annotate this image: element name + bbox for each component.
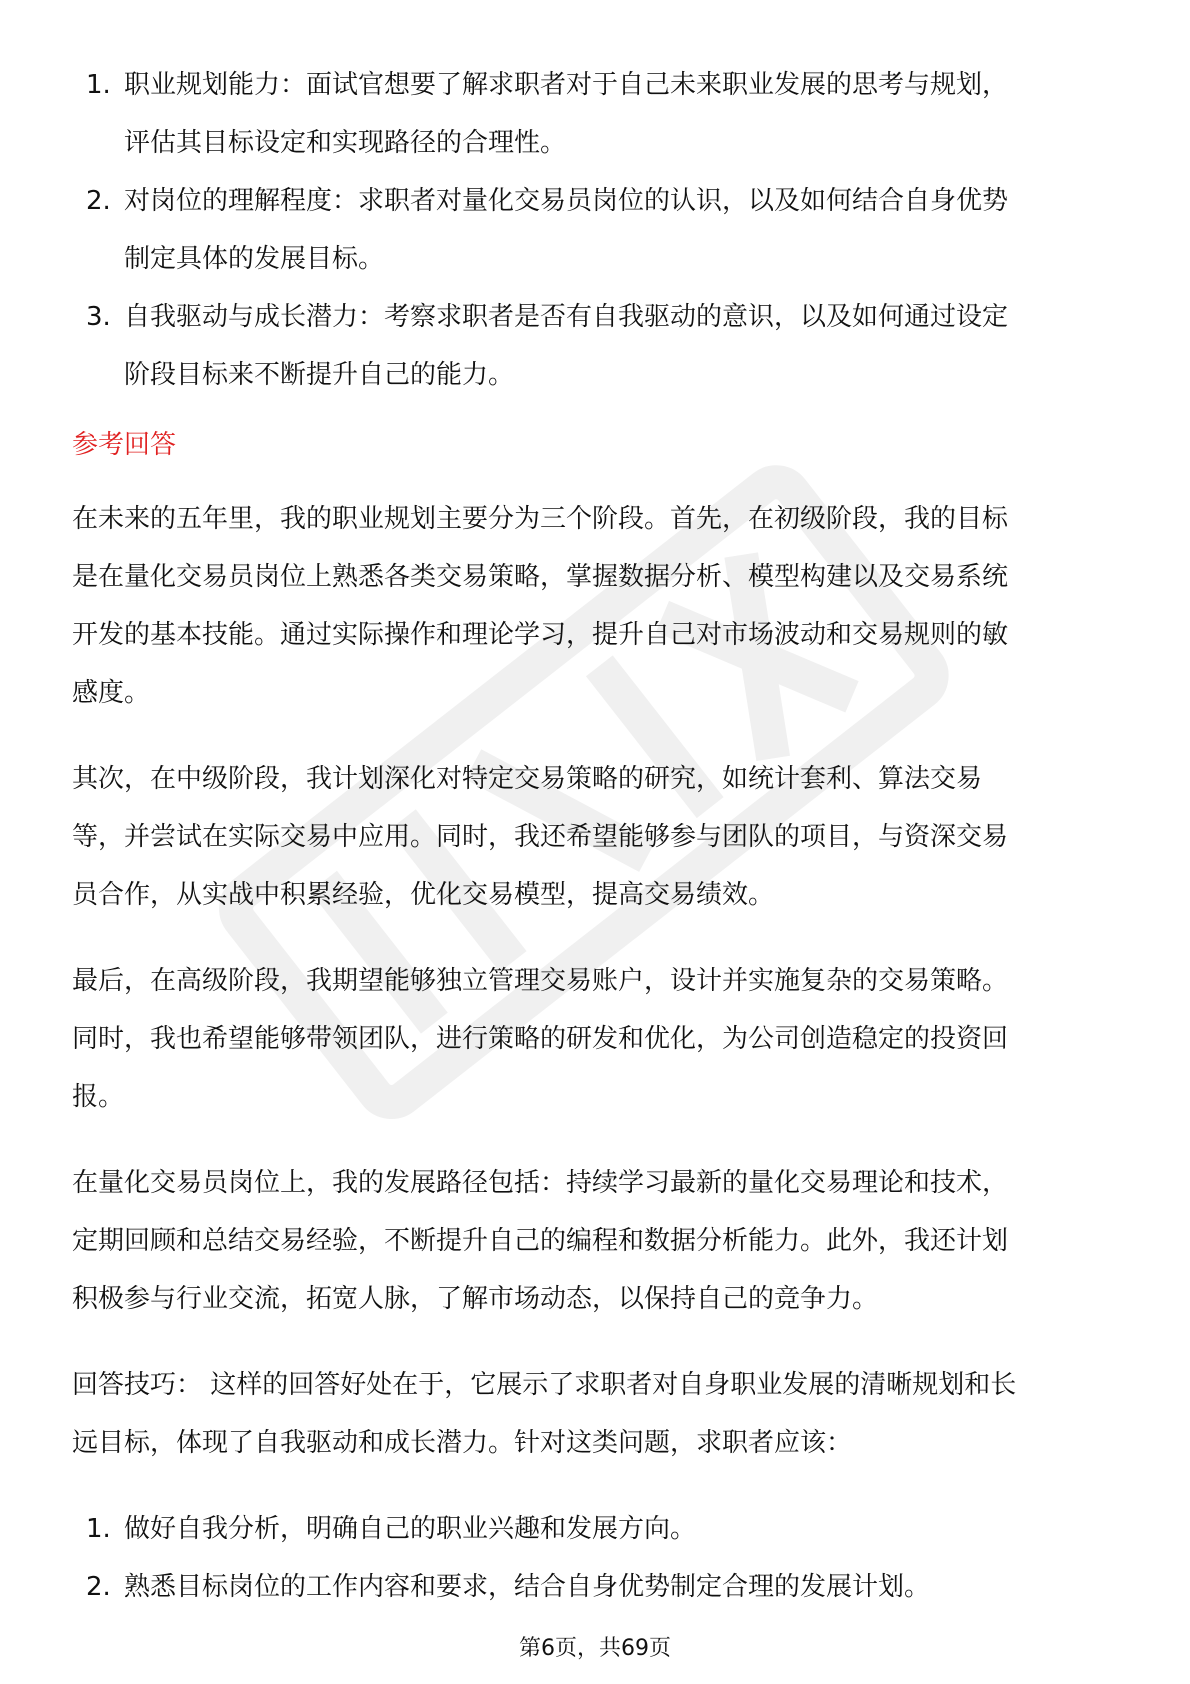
list-text-line: 职业规划能力：面试官想要了解求职者对于自己未来职业发展的思考与规划， [124,70,1009,100]
paragraph-line: 报。 [72,1082,125,1112]
list-number: 2. [86,1572,111,1602]
list-text-line: 评估其目标设定和实现路径的合理性。 [124,128,567,158]
list-number: 3. [86,302,111,332]
paragraph [72,490,1122,722]
paragraph-line: 其次，在中级阶段，我计划深化对特定交易策略的研究，如统计套利、算法交易 [72,764,983,794]
list-item [72,1558,1122,1616]
paragraph-line: 最后，在高级阶段，我期望能够独立管理交易账户，设计并实施复杂的交易策略。 [72,966,1009,996]
document-body [72,56,1122,1616]
paragraph [72,1154,1122,1328]
paragraph-line: 回答技巧： 这样的回答好处在于，它展示了求职者对自身职业发展的清晰规划和长 [72,1370,1017,1400]
paragraph-line: 员合作，从实战中积累经验，优化交易模型，提高交易绩效。 [72,880,775,910]
paragraph-line: 在量化交易员岗位上，我的发展路径包括：持续学习最新的量化交易理论和技术， [72,1168,1009,1198]
paragraph [72,952,1122,1126]
paragraph-line: 同时，我也希望能够带领团队，进行策略的研发和优化，为公司创造稳定的投资回 [72,1024,1009,1054]
paragraph-line: 是在量化交易员岗位上熟悉各类交易策略，掌握数据分析、模型构建以及交易系统 [72,562,1009,592]
list-text-line: 熟悉目标岗位的工作内容和要求，结合自身优势制定合理的发展计划。 [124,1572,931,1602]
paragraph-line: 定期回顾和总结交易经验，不断提升自己的编程和数据分析能力。此外，我还计划 [72,1226,1009,1256]
list-item [72,1500,1122,1558]
paragraph-line: 等，并尝试在实际交易中应用。同时，我还希望能够参与团队的项目，与资深交易 [72,822,1009,852]
list-text-line: 做好自我分析，明确自己的职业兴趣和发展方向。 [124,1514,697,1544]
list-text-line: 阶段目标来不断提升自己的能力。 [124,360,515,390]
list-text-line: 制定具体的发展目标。 [124,244,385,274]
list-item [72,172,1122,288]
section-title: 参考回答 [72,430,177,460]
list-text-line: 对岗位的理解程度：求职者对量化交易员岗位的认识，以及如何结合自身优势 [124,186,1009,216]
paragraph-line: 在未来的五年里，我的职业规划主要分为三个阶段。首先，在初级阶段，我的目标 [72,504,1009,534]
paragraph [72,1356,1122,1472]
paragraph-line: 开发的基本技能。通过实际操作和理论学习，提升自己对市场波动和交易规则的敏 [72,620,1009,650]
list-item [72,288,1122,404]
tips-list [72,1500,1122,1616]
paragraph-line: 感度。 [72,678,151,708]
list-number: 1. [86,70,111,100]
paragraph-line: 远目标，体现了自我驱动和成长潜力。针对这类问题，求职者应该： [72,1428,853,1458]
paragraph [72,750,1122,924]
list-number: 2. [86,186,111,216]
paragraph-line: 积极参与行业交流，拓宽人脉，了解市场动态，以保持自己的竞争力。 [72,1284,879,1314]
page-footer: 第6页，共69页 [519,1636,671,1661]
list-text-line: 自我驱动与成长潜力：考察求职者是否有自我驱动的意识，以及如何通过设定 [124,302,1009,332]
list-number: 1. [86,1514,111,1544]
criteria-list [72,56,1122,404]
list-item [72,56,1122,172]
